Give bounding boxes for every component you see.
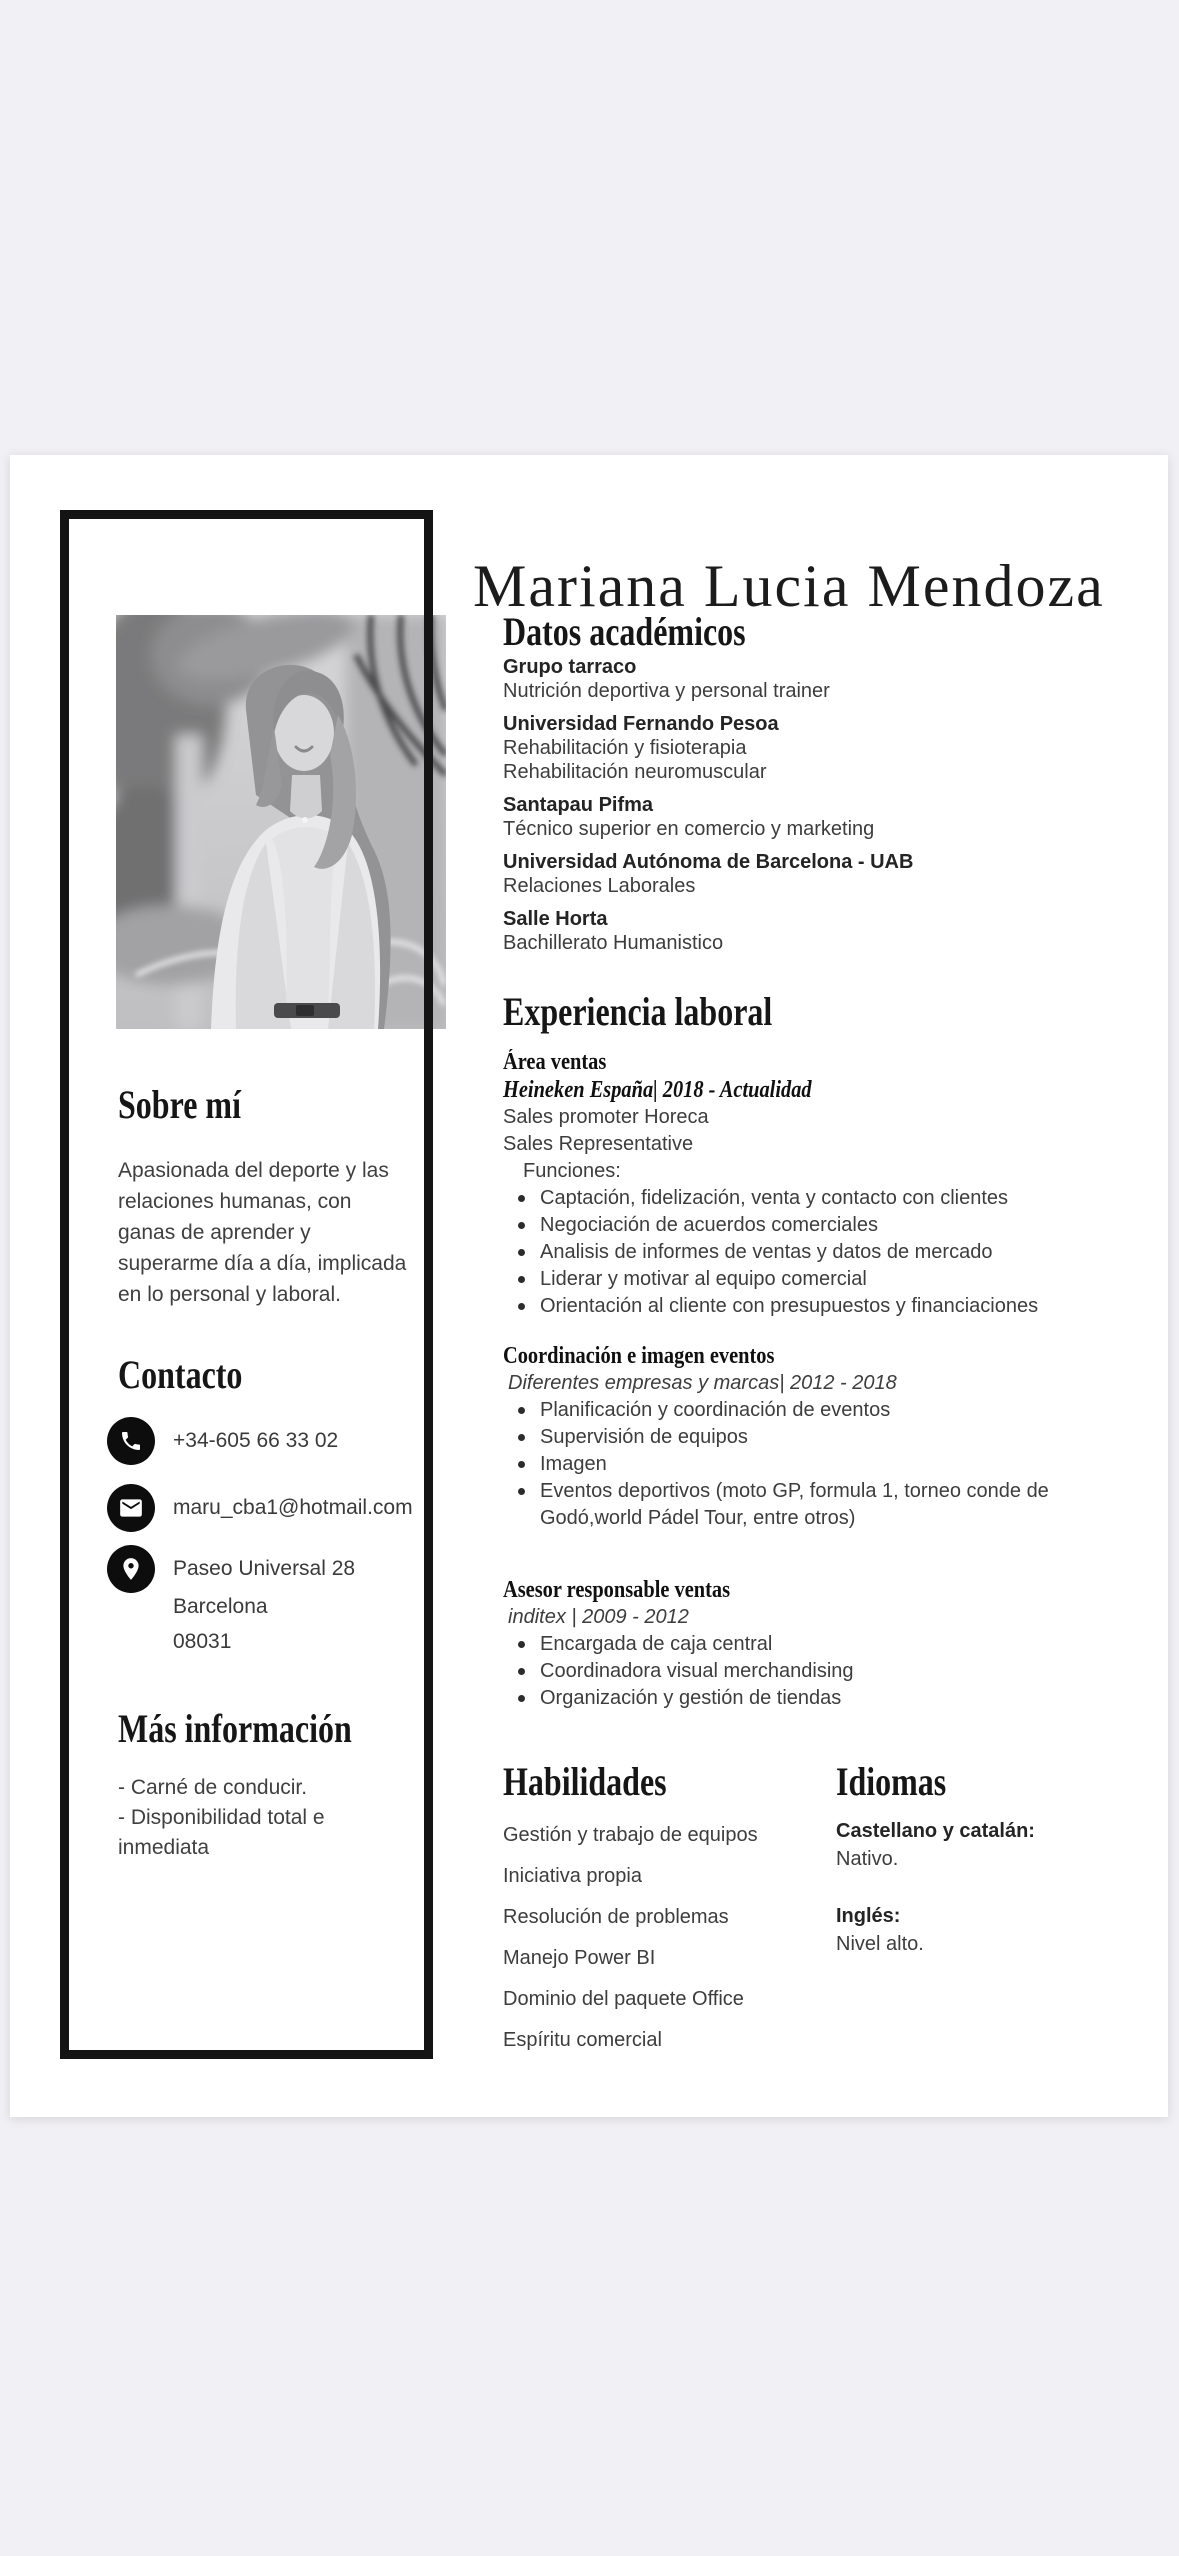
- job-bullet-text: Imagen: [540, 1453, 607, 1475]
- job-meta: inditex | 2009 - 2012: [508, 1606, 689, 1628]
- job-title: Coordinación e imagen eventos: [503, 1343, 775, 1369]
- job-bullet-text: Eventos deportivos (moto GP, formula 1, torneo conde de Godó,world Pádel Tour, entre otros): [540, 1480, 1049, 1529]
- academic-line: Técnico superior en comercio y marketing: [503, 818, 875, 840]
- skill-item: Resolución de problemas: [503, 1906, 729, 1928]
- academic-entry: [503, 850, 1103, 898]
- job-bullet: [503, 1424, 1063, 1451]
- job-bullet-text: Planificación y coordinación de eventos: [540, 1399, 891, 1421]
- bullet-dot: [518, 1222, 525, 1229]
- bullet-dot: [518, 1641, 525, 1648]
- job-meta: Heineken España| 2018 - Actualidad: [503, 1077, 812, 1103]
- job-entry-asesor-ventas: [503, 1576, 1063, 1712]
- bullet-dot: [518, 1276, 525, 1283]
- about-text: Apasionada del deporte y las relaciones humanas, con ganas de aprender y superarme día a día, implicada en lo personal y laboral.: [118, 1159, 407, 1306]
- academic-entry: [503, 793, 1103, 841]
- skill-item: Gestión y trabajo de equipos: [503, 1824, 758, 1846]
- page-title: Mariana Lucia Mendoza: [473, 553, 1105, 620]
- job-title: Asesor responsable ventas: [503, 1577, 731, 1603]
- job-bullet-text: Supervisión de equipos: [540, 1426, 748, 1448]
- academic-line: Relaciones Laborales: [503, 875, 696, 897]
- job-bullet: [503, 1212, 1063, 1239]
- contact-phone-value: +34-605 66 33 02: [173, 1429, 339, 1452]
- job-bullet-text: Organización y gestión de tiendas: [540, 1687, 842, 1709]
- bullet-dot: [518, 1407, 525, 1414]
- job-title: Área ventas: [503, 1049, 607, 1075]
- job-bullet-text: Captación, fidelización, venta y contacto con clientes: [540, 1187, 1009, 1209]
- contact-heading: Contacto: [118, 1352, 243, 1397]
- bullet-dot: [518, 1303, 525, 1310]
- contact-address-line: 08031: [173, 1630, 232, 1653]
- bullet-dot: [518, 1434, 525, 1441]
- job-role: Sales Representative: [503, 1133, 694, 1155]
- bullet-dot: [518, 1488, 525, 1495]
- skill-item: Manejo Power BI: [503, 1947, 656, 1969]
- academic-entry: [503, 655, 1103, 703]
- languages-heading: Idiomas: [836, 1759, 947, 1804]
- language-level: Nivel alto.: [836, 1933, 924, 1955]
- job-bullet: [503, 1239, 1063, 1266]
- academic-school: Grupo tarraco: [503, 656, 637, 678]
- skills-list: [503, 1815, 758, 2061]
- language-entry: [836, 1817, 1035, 1873]
- academic-school: Universidad Fernando Pesoa: [503, 713, 779, 735]
- job-bullet-text: Orientación al cliente con presupuestos y financiaciones: [540, 1295, 1039, 1317]
- job-bullet-text: Negociación de acuerdos comerciales: [540, 1214, 878, 1236]
- academic-line: Rehabilitación y fisioterapia: [503, 737, 747, 759]
- bullet-dot: [518, 1668, 525, 1675]
- job-bullet-text: Encargada de caja central: [540, 1633, 773, 1655]
- job-bullet: [503, 1658, 1063, 1685]
- job-bullet: [503, 1185, 1063, 1212]
- skills-heading: Habilidades: [503, 1759, 667, 1804]
- job-entry-area-ventas: [503, 1048, 1063, 1320]
- language-entry: [836, 1902, 924, 1958]
- job-bullet: [503, 1451, 1063, 1478]
- left-column-frame: [60, 510, 433, 2059]
- academic-school: Salle Horta: [503, 908, 608, 930]
- academic-line: Bachillerato Humanistico: [503, 932, 724, 954]
- bullet-dot: [518, 1695, 525, 1702]
- job-role: Sales promoter Horeca: [503, 1106, 709, 1128]
- academic-entry: [503, 907, 1103, 955]
- job-bullet-text: Liderar y motivar al equipo comercial: [540, 1268, 867, 1290]
- contact-address-line: Barcelona: [173, 1595, 268, 1618]
- contact-email-value: maru_cba1@hotmail.com: [173, 1496, 413, 1519]
- language-level: Nativo.: [836, 1848, 899, 1870]
- about-heading: Sobre mí: [118, 1082, 241, 1127]
- academics-heading: Datos académicos: [503, 609, 746, 654]
- bullet-dot: [518, 1249, 525, 1256]
- job-bullet: [503, 1397, 1063, 1424]
- job-bullet: [503, 1685, 1063, 1712]
- experience-heading: Experiencia laboral: [503, 989, 773, 1034]
- more-info-item: - Disponibilidad total e inmediata: [118, 1806, 325, 1859]
- cv-page: [10, 455, 1168, 2117]
- job-bullet: [503, 1631, 1063, 1658]
- language-name: Castellano y catalán:: [836, 1820, 1035, 1842]
- bullet-dot: [518, 1195, 525, 1202]
- academic-school: Universidad Autónoma de Barcelona - UAB: [503, 851, 914, 873]
- academic-line: Nutrición deportiva y personal trainer: [503, 680, 830, 702]
- bullet-dot: [518, 1461, 525, 1468]
- academic-school: Santapau Pifma: [503, 794, 654, 816]
- job-bullet: [503, 1293, 1063, 1320]
- more-info-item: - Carné de conducir.: [118, 1776, 308, 1799]
- job-bullet: [503, 1266, 1063, 1293]
- job-bullet-text: Coordinadora visual merchandising: [540, 1660, 854, 1682]
- job-meta: Diferentes empresas y marcas| 2012 - 2018: [508, 1372, 897, 1394]
- skill-item: Iniciativa propia: [503, 1865, 642, 1887]
- contact-address-line: Paseo Universal 28: [173, 1557, 356, 1580]
- job-bullet: [503, 1478, 1058, 1532]
- skill-item: Espíritu comercial: [503, 2029, 662, 2051]
- job-intro: Funciones:: [523, 1160, 621, 1182]
- language-name: Inglés:: [836, 1905, 901, 1927]
- academics-list: [503, 655, 1103, 964]
- academic-entry: [503, 712, 1103, 784]
- more-info-heading: Más información: [118, 1706, 352, 1751]
- skill-item: Dominio del paquete Office: [503, 1988, 744, 2010]
- job-entry-coordinacion-eventos: [503, 1342, 1063, 1532]
- academic-line: Rehabilitación neuromuscular: [503, 761, 767, 783]
- job-bullet-text: Analisis de informes de ventas y datos de mercado: [540, 1241, 993, 1263]
